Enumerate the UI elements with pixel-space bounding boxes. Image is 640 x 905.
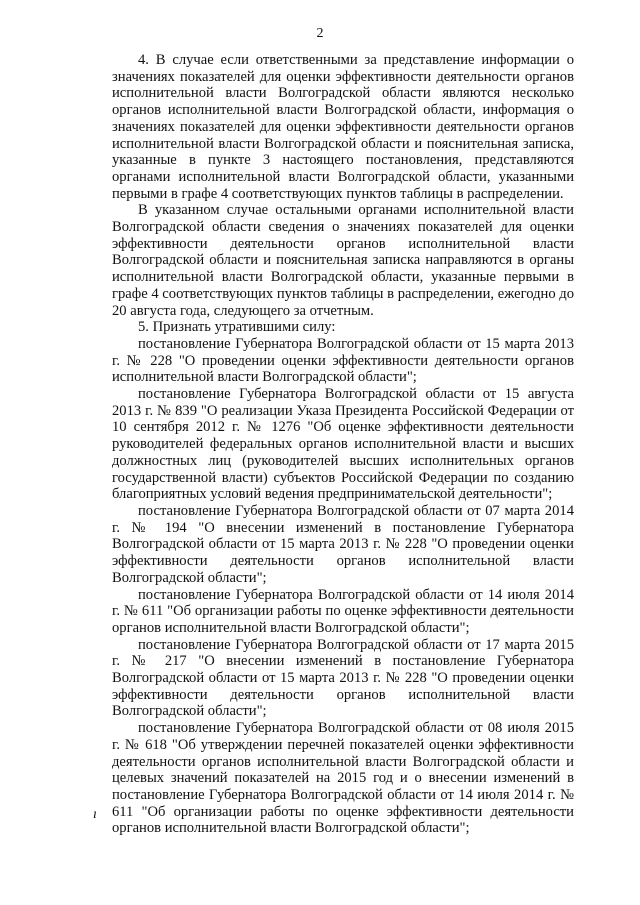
paragraph-other-bodies: В указанном случае остальными органами исполнительной власти Волгоградской области сведения о значениях показателей для оценки эффективности деятельности органов исполнительной власти Волгоградской области и пояснительная записка направляются в органы исполнительной власти Волгоградской области, указанные первыми в графе 4 соответствующих пунктов таблицы в распределении, ежегодно до 20 августа года, следующего за отчетным. xyxy=(112,202,574,319)
paragraph-5-heading: 5. Признать утратившими силу: xyxy=(138,319,336,336)
repealed-act-2015-217: постановление Губернатора Волгоградской области от 17 марта 2015 г. № 217 "О внесении изменений в постановление Губернатора Волгоградской области от 15 марта 2013 г. № 228 "О проведении оценки эффективности деятельности органов исполнительной власти Волгоградской области"; xyxy=(112,636,574,720)
document-body xyxy=(112,52,574,837)
repealed-act-2013-839: постановление Губернатора Волгоградской области от 15 августа 2013 г. № 839 "О реализации Указа Президента Российской Федерации от 10 сентября 2012 г. № 1276 "Об оценке эффективности деятельности руководителей федеральных органов исполнительной власти и высших должностных лиц (руководителей высших исполнительных органов государственной власти) субъектов Российской Федерации по созданию благоприятных условий ведения предпринимательской деятельности"; xyxy=(112,386,574,503)
paragraph-4: 4. В случае если ответственными за представление информации о значениях показателей для оценки эффективности деятельности органов исполнительной власти Волгоградской области являются несколько органов исполнительной власти Волгоградской области, информация о значениях показателей для оценки эффективности деятельности органов исполнительной власти Волгоградской области и пояснительная записка, указанные в пункте 3 настоящего постановления, представляются органами исполнительной власти Волгоградской области, указанными первыми в графе 4 соответствующих пунктов таблицы в распределении. xyxy=(112,52,574,202)
repealed-act-2013-228: постановление Губернатора Волгоградской области от 15 марта 2013 г. № 228 "О проведении оценки эффективности деятельности органов исполнительной власти Волгоградской области"; xyxy=(112,335,574,386)
repealed-act-2014-194: постановление Губернатора Волгоградской области от 07 марта 2014 г. № 194 "О внесении изменений в постановление Губернатора Волгоградской области от 15 марта 2013 г. № 228 "О проведении оценки эффективности деятельности органов исполнительной власти Волгоградской области"; xyxy=(112,502,574,586)
page-number: 2 xyxy=(316,26,324,41)
repealed-act-2014-611: постановление Губернатора Волгоградской области от 14 июля 2014 г. № 611 "Об организации работы по оценке эффективности деятельности органов исполнительной власти Волгоградской области"; xyxy=(112,586,574,636)
margin-mark: ı xyxy=(93,807,97,822)
repealed-act-2015-618: постановление Губернатора Волгоградской области от 08 июля 2015 г. № 618 "Об утверждении перечней показателей оценки эффективности деятельности органов исполнительной власти Волгоградской области и целевых значений показателей на 2015 год и о внесении изменений в постановление Губернатора Волгоградской области от 14 июля 2014 г. № 611 "Об организации работы по оценке эффективности деятельности органов исполнительной власти Волгоградской области"; xyxy=(112,720,574,837)
